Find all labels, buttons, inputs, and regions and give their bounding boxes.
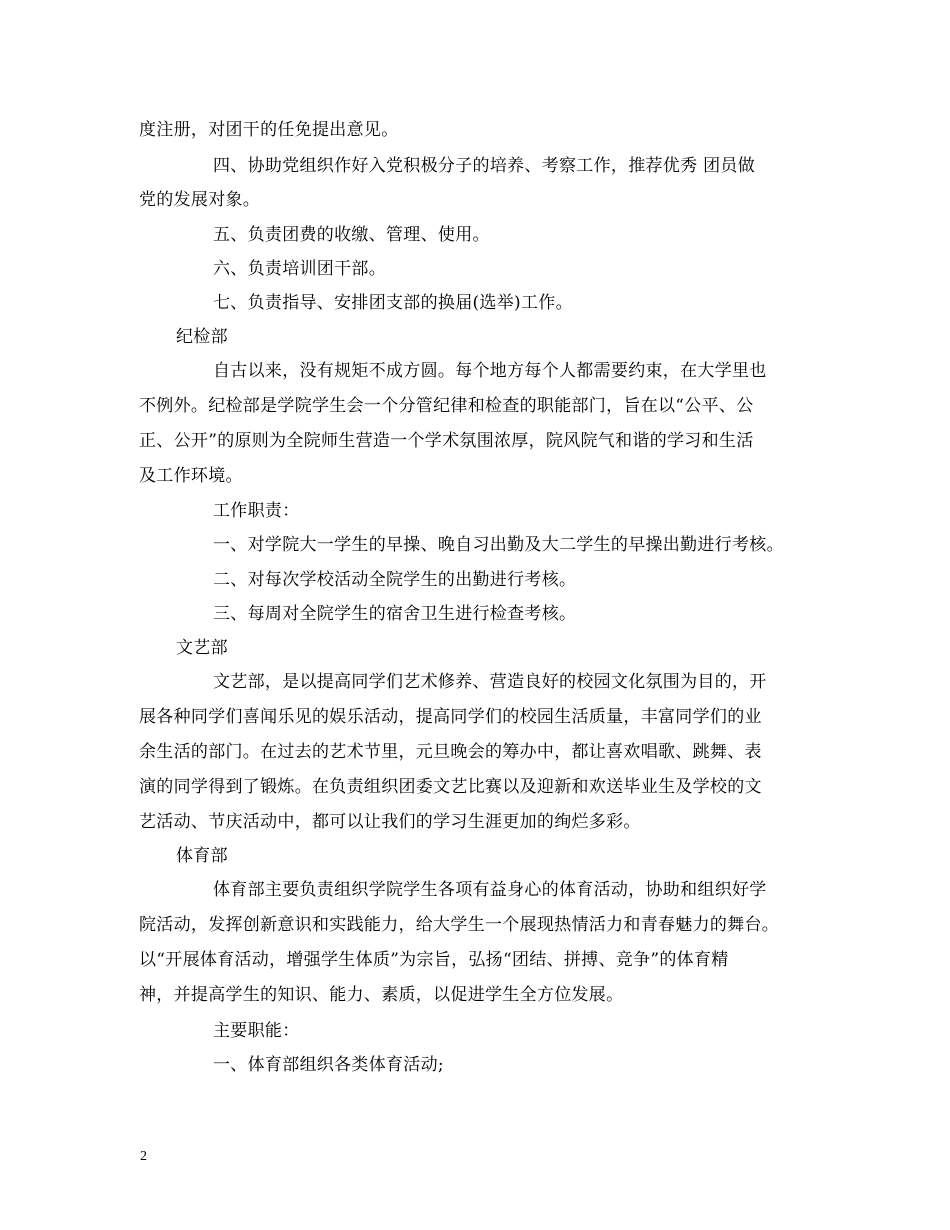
text-line: 党的发展对象。 <box>139 190 261 210</box>
text-line: 四、协助党组织作好入党积极分子的培养、考察工作，推荐优秀 团员做 <box>213 156 756 176</box>
text-line: 体育部主要负责组织学院学生各项有益身心的体育活动，协助和组织好学 <box>213 880 767 900</box>
text-line: 六、负责培训团干部。 <box>213 259 386 279</box>
text-line: 一、对学院大一学生的早操、晚自习出勤及大二学生的早操出勤进行考核。 <box>213 535 784 555</box>
text-line: 文艺部，是以提高同学们艺术修养、营造良好的校园文化氛围为目的，开 <box>213 672 767 692</box>
text-line: 不例外。纪检部是学院学生会一个分管纪律和检查的职能部门，旨在以“公平、公 <box>139 396 754 416</box>
page-number: 2 <box>140 1149 147 1164</box>
text-line: 神，并提高学生的知识、能力、素质，以促进学生全方位发展。 <box>139 985 624 1005</box>
text-line: 及工作环境。 <box>139 466 243 486</box>
section-heading: 体育部 <box>176 846 228 866</box>
text-line: 演的同学得到了锻炼。在负责组织团委文艺比赛以及迎新和欢送毕业生及学校的文 <box>139 777 762 797</box>
text-line: 三、每周对全院学生的宿舍卫生进行检查考核。 <box>213 604 577 624</box>
text-line: 艺活动、节庆活动中，都可以让我们的学习生涯更加的绚烂多彩。 <box>139 812 641 832</box>
text-line: 工作职责： <box>213 501 300 521</box>
text-line: 院活动，发挥创新意识和实践能力，给大学生一个展现热情活力和青春魅力的舞台。 <box>139 915 780 935</box>
text-line: 以“开展体育活动，增强学生体质”为宗旨，弘扬“团结、拼搏、竞争”的体育精 <box>139 950 729 970</box>
text-line: 五、负责团费的收缴、管理、使用。 <box>213 225 490 245</box>
text-line: 七、负责指导、安排团支部的换届(选举)工作。 <box>213 293 573 313</box>
text-line: 二、对每次学校活动全院学生的出勤进行考核。 <box>213 570 577 590</box>
text-line: 余生活的部门。在过去的艺术节里，元旦晚会的筹办中，都让喜欢唱歌、跳舞、表 <box>139 742 762 762</box>
text-line: 一、体育部组织各类体育活动; <box>213 1055 444 1075</box>
section-heading: 文艺部 <box>176 638 228 658</box>
text-line: 自古以来，没有规矩不成方圆。每个地方每个人都需要约束，在大学里也 <box>213 361 767 381</box>
text-line: 主要职能： <box>213 1021 300 1041</box>
text-line: 度注册，对团干的任免提出意见。 <box>139 120 399 140</box>
text-line: 正、公开”的原则为全院师生营造一个学术氛围浓厚，院风院气和谐的学习和生活 <box>139 431 754 451</box>
section-heading: 纪检部 <box>176 327 228 347</box>
text-line: 展各种同学们喜闻乐见的娱乐活动，提高同学们的校园生活质量，丰富同学们的业 <box>139 707 762 727</box>
